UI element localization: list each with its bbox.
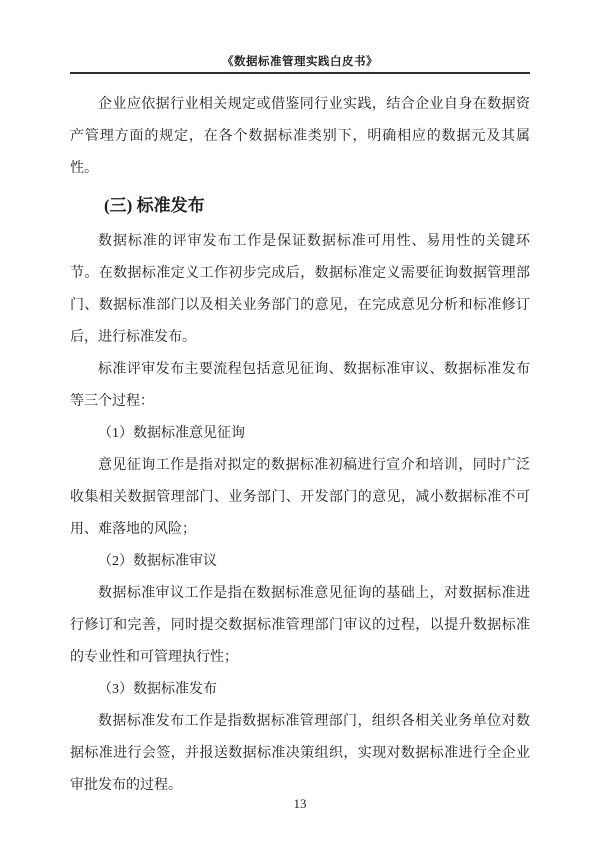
page-body	[70, 74, 530, 802]
list-item-2-title: （2）数据标准审议	[98, 554, 217, 569]
paragraph-publication: 数据标准发布工作是指数据标准管理部门，组织各相关业务单位对数据标准进行会签，并报送数据标准决策组织，实现对数据标准进行全企业审批发布的过程。	[70, 714, 530, 793]
paragraph-review-publish: 数据标准的评审发布工作是保证数据标准可用性、易用性的关键环节。在数据标准定义工作初步完成后，数据标准定义需要征询数据管理部门、数据标准部门以及相关业务部门的意见，在完成意见分析和标准修订后，进行标准发布。	[70, 234, 530, 345]
section-heading: (三) 标准发布	[104, 196, 205, 215]
page-header	[70, 0, 530, 74]
list-item-1-title: （1）数据标准意见征询	[98, 426, 245, 441]
running-head-title: 《数据标准管理实践白皮书》	[222, 56, 378, 68]
page-number: 13	[293, 796, 307, 811]
paragraph-deliberation: 数据标准审议工作是指在数据标准意见征询的基础上，对数据标准进行修订和完善，同时提交数据标准管理部门审议的过程，以提升数据标准的专业性和可管理执行性；	[70, 586, 530, 665]
paragraph-process-overview: 标准评审发布主要流程包括意见征询、数据标准审议、数据标准发布等三个过程：	[70, 362, 530, 409]
intro-paragraph: 企业应依据行业相关规定或借鉴同行业实践，结合企业自身在数据资产管理方面的规定，在各个数据标准类别下，明确相应的数据元及其属性。	[70, 97, 530, 176]
list-item-3-title: （3）数据标准发布	[98, 682, 217, 697]
paragraph-consultation: 意见征询工作是指对拟定的数据标准初稿进行宣介和培训，同时广泛收集相关数据管理部门、业务部门、开发部门的意见，减小数据标准不可用、难落地的风险；	[70, 458, 530, 537]
page-footer	[0, 796, 600, 812]
